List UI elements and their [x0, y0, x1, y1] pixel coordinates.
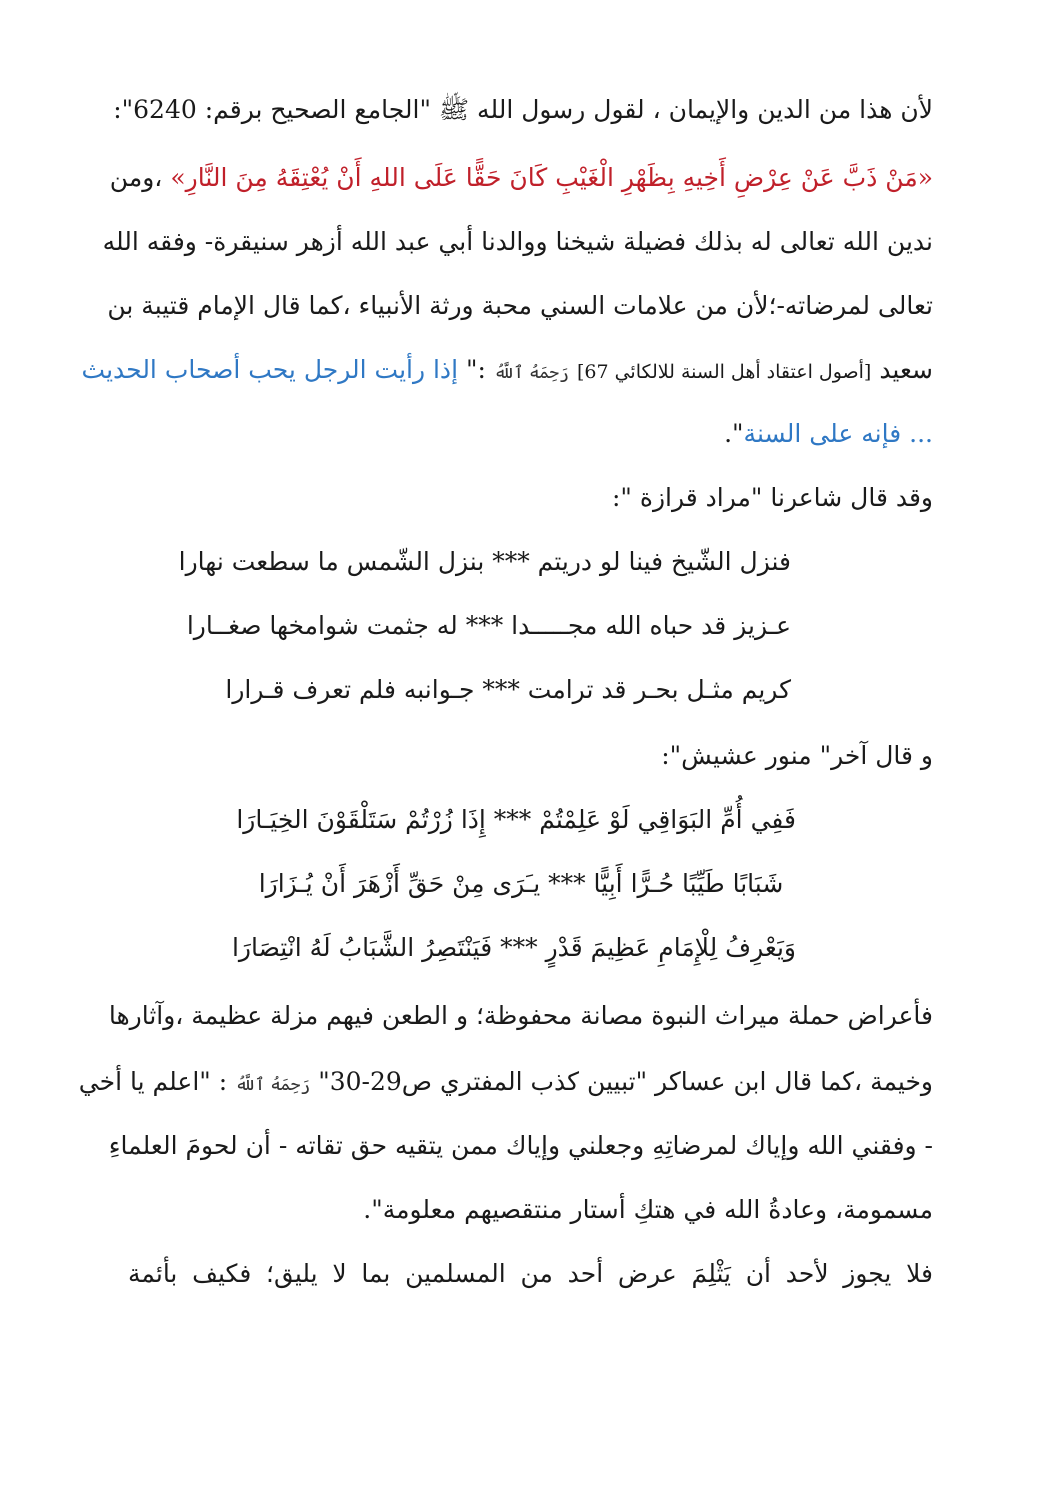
quote-text: إذا رأيت الرجل يحب أصحاب الحديث — [81, 355, 459, 384]
text-line: وقد قال شاعرنا "مراد قرازة ": — [611, 483, 933, 512]
text-line: و قال آخر" منور عشيش": — [661, 741, 933, 770]
text-fragment: : "اعلم يا أخي — [78, 1067, 228, 1096]
paragraph1-line3 — [102, 222, 933, 262]
paragraph1-line6 — [128, 414, 933, 454]
paragraph2-line4 — [128, 1190, 933, 1230]
text-line: مسمومة، وعادةُ الله في هتكِ أستار منتقصيهم معلومة". — [363, 1195, 933, 1224]
poem1-verse-3: كريم مثـل بحـر قد ترامت *** جـوانبه فلم تعرف قـرارا — [225, 675, 791, 704]
text-line: ندين الله تعالى له بذلك فضيلة شيخنا ووالدنا أبي عبد الله أزهر سنيقرة- وفقه الله — [102, 227, 933, 256]
paragraph2-line2 — [78, 1062, 933, 1105]
quote-text-continued: ... فإنه على السنة — [743, 419, 933, 448]
text-line: فلا يجوز لأحد أن يَثْلِمَ عرض أحد من المسلمين بما لا يليق؛ فكيف بأئمة — [128, 1259, 933, 1288]
poem1-verse-1: فنزل الشّيخ فينا لو دريتم *** بنزل الشّمس ما سطعت نهارا — [178, 547, 791, 576]
text-fragment: ،ومن — [109, 163, 163, 192]
poem2-verse-1: فَفِي أُمِّ البَوَاقِي لَوْ عَلِمْتُمْ *** إِذَا زُرْتُمْ سَتَلْقَوْنَ الخِيَـارَا — [236, 805, 796, 834]
honorific-text: رَحِمَهُ ٱللَّهُ — [493, 363, 569, 383]
paragraph2-line1 — [108, 996, 933, 1036]
honorific-text: رَحِمَهُ ٱللَّهُ — [235, 1075, 311, 1095]
source-reference: [أصول اعتقاد أهل السنة للالكائي 67] — [576, 361, 872, 383]
poet2-intro — [128, 736, 933, 776]
paragraph1-line4 — [107, 286, 933, 326]
text-fragment: وخيمة ،كما قال ابن عساكر "تبيين كذب المفتري ص29-30" — [318, 1067, 933, 1096]
text-line: تعالى لمرضاته-؛لأن من علامات السني محبة ورثة الأنبياء ،كما قال الإمام قتيبة بن — [107, 291, 933, 320]
text-line: فأعراض حملة ميراث النبوة مصانة محفوظة؛ و الطعن فيهم مزلة عظيمة ،وآثارها — [108, 1001, 933, 1030]
poem2-verse-3: وَيَعْرِفُ لِلْإِمَامِ عَظِيمَ قَدْرٍ *** فَيَنْتَصِرُ الشَّبَابُ لَهُ انْتِصَارَا — [231, 933, 796, 962]
poem2-verse-2: شَبَابًا طَيِّبًا حُـرًّا أَبِيًّا *** يـَرَى مِنْ حَقِّ أَزْهَرَ أَنْ يُـزَارَا — [258, 869, 784, 898]
poet1-intro — [128, 478, 933, 518]
paragraph1-line1 — [113, 90, 933, 130]
text-line: - وفقني الله وإياك لمرضاتِهِ وجعلني وإياك ممن يتقيه حق تقاته - أن لحومَ العلماءِ — [108, 1131, 933, 1160]
paragraph3-line1 — [128, 1254, 933, 1294]
paragraph2-line3 — [108, 1126, 933, 1166]
paragraph1-line5 — [81, 350, 933, 393]
quote-close: ". — [724, 419, 744, 448]
poem1-verse-2: عـزيز قد حباه الله مجـــــدا *** له جثمت شوامخها صغــارا — [186, 611, 791, 640]
quote-open: :" — [465, 355, 486, 384]
paragraph1-hadith-line — [109, 158, 933, 198]
hadith-text: «مَنْ ذَبَّ عَنْ عِرْضِ أَخِيهِ بِظَهْرِ الْغَيْبِ كَانَ حَقًّا عَلَى اللهِ أَنْ يُعْتِقَهُ مِنَ النَّارِ» — [170, 163, 933, 192]
text-fragment: سعيد — [879, 355, 933, 384]
text-line: لأن هذا من الدين والإيمان ، لقول رسول الله ﷺ "الجامع الصحيح برقم: 6240": — [113, 95, 933, 124]
